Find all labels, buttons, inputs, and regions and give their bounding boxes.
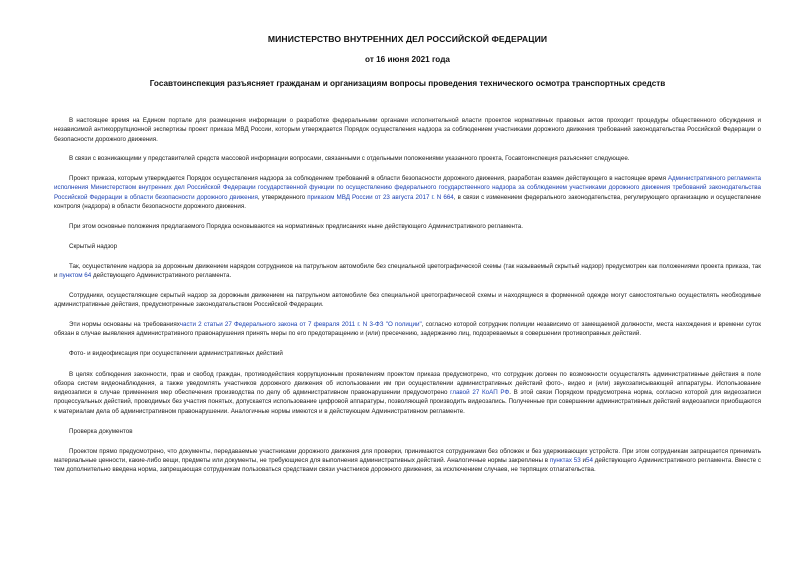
- paragraph-intro: В настоящее время на Едином портале для размещения информации о разработке федеральными органами исполнительной власти проектов нормативных правовых актов проходит процедуры общественного обсуждения и независимой антикоррупционной экспертизы проект приказа МВД России, которым утверждается Порядок осуществления надзора за соблюдением участниками дорожного движения требований законодательства Российской Федерации о безопасности дорожного движения.: [54, 117, 761, 143]
- koap-chapter-27-link[interactable]: главой 27 КоАП РФ: [450, 389, 510, 397]
- paragraph-clarification: В связи с возникающими у представителей средств массовой информации вопросами, связанными с отдельными положениями указанного проекта, Госавтоинспекция разъясняет следующее.: [69, 155, 630, 163]
- document-date: от 16 июня 2021 года: [365, 55, 450, 64]
- subheading-hidden-supervision: Скрытый надзор: [69, 242, 118, 250]
- paragraph-text: Так, осуществление надзора за дорожным движением нарядом сотрудников на патрульном автомобиле без специальной цветографической схемы (так называемый скрытый надзор) предусмотрен как положениями проекта приказа, так и: [54, 262, 761, 280]
- points-53-link[interactable]: пунктах 53: [549, 457, 581, 465]
- point-54-link[interactable]: 54: [586, 457, 593, 465]
- admin-regulation-link[interactable]: Административного регламента исполнения Министерством внутренних дел Российской Федерации государственной функции по осуществлению федерального государственного надзора за соблюдением участниками дорожного движения требований законодательства Российской Федерации в области безопасности дорожного движения: [54, 175, 762, 201]
- paragraph-regulation: [54, 174, 761, 211]
- paragraph-documents: [54, 447, 761, 475]
- paragraph-text: , утвержденного: [257, 193, 308, 201]
- point-64-link[interactable]: пунктом 64: [59, 272, 92, 280]
- paragraph-text: и: [580, 457, 587, 465]
- paragraph-text: . В этой связи Порядком предусмотрена норма, согласно которой для видеозаписи процессуальных действий, проводимых без участия понятых, допускается использование цифровой аппаратуры, позволяющей производить видеозапись. Полученные при совершении административных действий видеозаписи приобщаются к материалам дела об административном правонарушении. Аналогичные нормы имеются и в действующем Административном регламенте.: [54, 389, 761, 415]
- paragraph-text: Проектом прямо предусмотрено, что документы, передаваемые участниками дорожного движения для проверки, принимаются сотрудниками без обложек и без удерживающих устройств. При этом сотрудникам запрещается принимать материальные ценности, какие-либо вещи, предметы или документы, не требующиеся для выполнения административных действий. Аналогичные нормы закреплены в: [54, 447, 761, 465]
- paragraph-text: Проект приказа, которым утверждается Порядок осуществления надзора за соблюдением требований в области безопасности дорожного движения, разработан взамен действующего в настоящее время: [69, 175, 668, 183]
- police-law-link[interactable]: части 2 статьи 27 Федерального закона от 7 февраля 2011 г. N 3-ФЗ "О полиции": [179, 321, 422, 329]
- paragraph-text: действующего Административного регламента. Вместе с тем дополнительно введена норма, запрещающая сотрудникам пользоваться средствами связи участников дорожного движения, за исключением случаев, не терпящих отлагательства.: [54, 457, 761, 474]
- order-664-link[interactable]: приказом МВД России от 23 августа 2017 г. N 664: [307, 193, 454, 201]
- page-title: Госавтоинспекция разъясняет гражданам и организациям вопросы проведения технического осмотра транспортных средств: [149, 79, 666, 88]
- paragraph-video-recording: [54, 370, 761, 416]
- paragraph-text: , согласно которой сотрудник полиции независимо от замещаемой должности, места нахождения и времени суток обязан в случае выявления административного правонарушения принять меры по его предотвращению и (или) пресечению, задержанию лиц, подозреваемых в совершении противоправных действий.: [54, 321, 762, 338]
- paragraph-hidden-supervision: [54, 262, 761, 281]
- paragraph-text: Эти нормы основаны на требованиях: [69, 321, 180, 329]
- paragraph-officers: Сотрудники, осуществляющие скрытый надзор за дорожным движением на патрульном автомобиле без специальной цветографической схемы и находящиеся в форменной одежде могут самостоятельно осуществлять необходимые административные действия, предусмотренные законодательством Российской Федерации.: [54, 292, 761, 309]
- paragraph-basis: При этом основные положения предлагаемого Порядка основываются на нормативных предписаниях ныне действующего Административного регламента.: [69, 222, 524, 230]
- paragraph-text: , в связи с изменением федерального законодательства, регулирующего организацию и осуществление контроля (надзора) в области безопасности дорожного движения.: [54, 193, 762, 211]
- subheading-photo-video: Фото- и видеофиксация при осуществлении административных действий: [69, 350, 283, 358]
- paragraph-police-law: [54, 320, 761, 339]
- subheading-document-check: Проверка документов: [69, 427, 133, 435]
- paragraph-text: действующего Административного регламента.: [91, 272, 232, 280]
- paragraph-text: В целях соблюдения законности, прав и свобод граждан, противодействия коррупционным проявлениям проектом приказа предусмотрено, что сотрудник должен по возможности осуществлять административные действия в поле обзора систем видеонаблюдения, а также уведомлять участников дорожного движения об использовании им при осуществлении административных действий фото-, видео и (или) звукозаписывающей аппаратуры. Использование видеозаписи в случае применения мер обеспечения производства по делу об административном правонарушении предусмотрено: [54, 370, 761, 397]
- ministry-title: МИНИСТЕРСТВО ВНУТРЕННИХ ДЕЛ РОССИЙСКОЙ ФЕДЕРАЦИИ: [267, 34, 548, 44]
